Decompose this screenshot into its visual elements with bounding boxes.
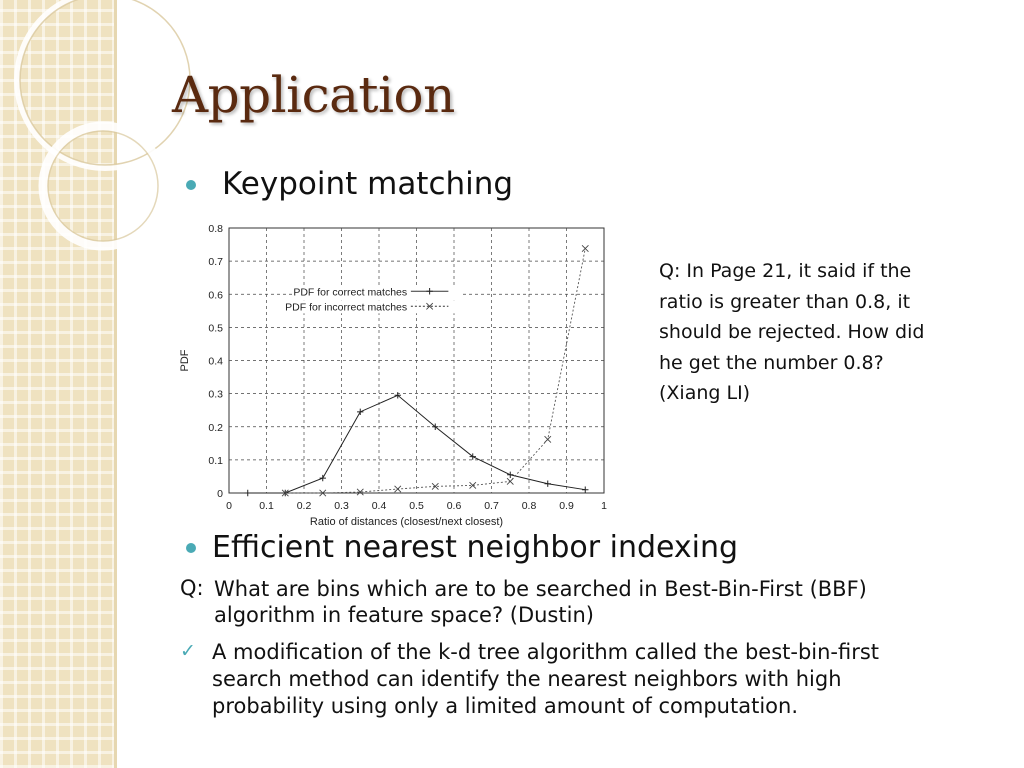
check-icon: ✓ — [180, 640, 196, 662]
y-tick-label: 0.5 — [208, 322, 223, 335]
answer-line2: search method can identify the nearest neighbors with high — [212, 667, 842, 691]
y-tick-label: 0.2 — [208, 421, 223, 434]
y-tick-label: 0.6 — [208, 289, 223, 302]
decorative-ring-small — [43, 126, 163, 246]
answer-line1: A modification of the k-d tree algorithm called the best-bin-first — [212, 640, 880, 664]
question-label: Q: — [180, 576, 204, 600]
y-tick-label: 0.4 — [208, 355, 223, 368]
decorative-ring-large-shadow — [20, 0, 190, 165]
x-tick-label: 0.2 — [296, 500, 312, 512]
question-dustin-line1: What are bins which are to be searched in Best-Bin-First (BBF) — [214, 577, 867, 601]
decorative-ring-small-shadow — [48, 131, 158, 241]
x-tick-label: 0.5 — [409, 500, 424, 512]
y-tick-label: 0.3 — [208, 388, 223, 401]
pdf-ratio-chart — [174, 214, 614, 532]
bullet-dot-icon — [186, 543, 196, 553]
bullet-keypoint-matching: Keypoint matching — [222, 166, 514, 202]
x-tick-label: 0 — [226, 500, 232, 512]
x-tick-label: 0.8 — [521, 500, 537, 512]
x-tick-label: 0.4 — [371, 500, 387, 512]
y-axis-label: PDF — [179, 349, 191, 372]
y-tick-label: 0.7 — [208, 256, 223, 269]
x-tick-label: 0.9 — [559, 500, 574, 512]
x-tick-label: 1 — [601, 500, 607, 512]
y-tick-label: 0.8 — [208, 223, 223, 235]
legend-label: PDF for incorrect matches — [285, 301, 408, 314]
legend-label: PDF for correct matches — [293, 286, 408, 299]
slide-title: Application — [172, 66, 455, 124]
bullet-dot-icon — [186, 180, 196, 190]
decorative-ring-large — [17, 0, 193, 168]
question-dustin-line2: algorithm in feature space? (Dustin) — [214, 603, 594, 627]
bullet-nearest-neighbor-indexing: Efficient nearest neighbor indexing — [212, 530, 739, 565]
y-tick-label: 0 — [217, 488, 223, 500]
decorative-circles — [0, 0, 200, 300]
x-tick-label: 0.3 — [334, 500, 349, 512]
y-tick-label: 0.1 — [208, 454, 223, 467]
question-xiang-li: Q: In Page 21, it said if the ratio is greater than 0.8, it should be rejected. How did he get the number 0.8? (Xiang LI) — [659, 260, 925, 404]
question-dustin — [214, 576, 954, 628]
x-tick-label: 0.6 — [446, 500, 462, 512]
x-tick-label: 0.1 — [259, 500, 274, 512]
x-axis-label: Ratio of distances (closest/next closest) — [309, 516, 504, 528]
answer-text — [212, 639, 972, 720]
x-tick-label: 0.7 — [484, 500, 499, 512]
answer-line3: probability using only a limited amount of computation. — [212, 694, 798, 718]
